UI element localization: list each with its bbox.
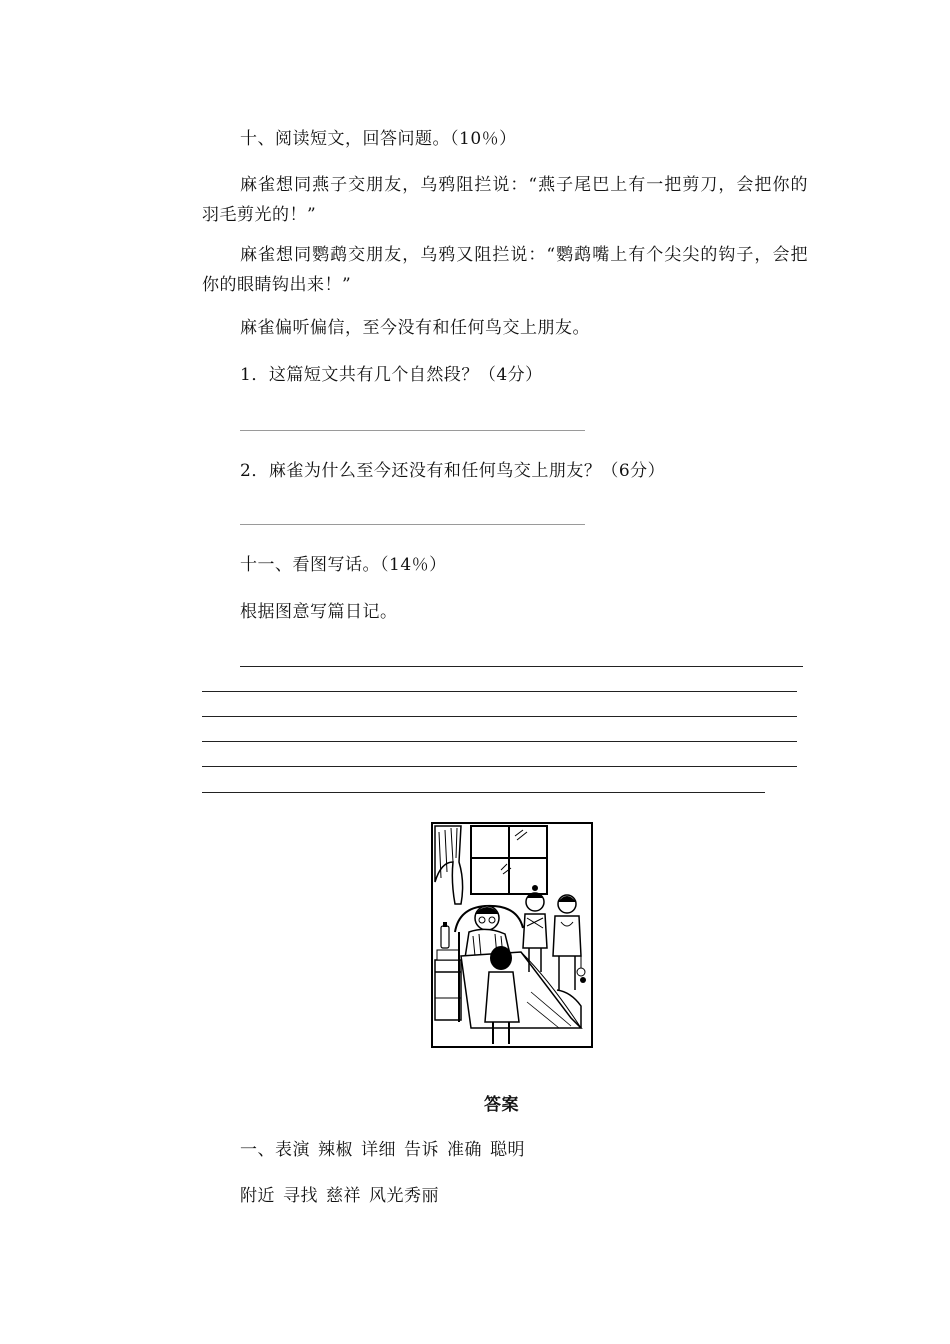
hospital-visit-illustration: [431, 822, 593, 1048]
answer-word: 慈祥: [326, 1186, 361, 1206]
writing-instruction: 根据图意写篇日记。: [240, 602, 398, 622]
question-1: 1．这篇短文共有几个自然段？（4分）: [240, 365, 543, 385]
answers-line-1: [240, 1137, 525, 1163]
question-2: 2．麻雀为什么至今还没有和任何鸟交上朋友？（6分）: [240, 461, 666, 481]
answer-word: 告诉: [404, 1140, 439, 1160]
reading-paragraph-3: 麻雀偏听偏信，至今没有和任何鸟交上朋友。: [240, 318, 590, 338]
answer-line-q2[interactable]: [240, 524, 585, 525]
reading-paragraph-2: 麻雀想同鹦鹉交朋友，乌鸦又阻拦说：“鹦鹉嘴上有个尖尖的钩子，会把你的眼睛钩出来！”: [202, 245, 808, 295]
writing-line-5[interactable]: [202, 766, 797, 767]
answer-line-q1[interactable]: [240, 430, 585, 431]
writing-line-2[interactable]: [202, 691, 797, 692]
answers-title: 答案: [484, 1095, 519, 1115]
answer-word: 附近: [240, 1186, 275, 1206]
answer-word: 聪明: [490, 1140, 525, 1160]
answer-word: 准确: [447, 1140, 482, 1160]
answer-word: 详细: [361, 1140, 396, 1160]
writing-line-4[interactable]: [202, 741, 797, 742]
answers-line-2: [240, 1183, 439, 1209]
writing-line-1[interactable]: [240, 666, 803, 667]
writing-line-3[interactable]: [202, 716, 797, 717]
reading-heading: 十、阅读短文，回答问题。（10％）: [240, 129, 517, 149]
writing-heading: 十一、看图写话。（14％）: [240, 555, 447, 575]
answer-word: 风光秀丽: [369, 1186, 439, 1206]
answer-word: 一、表演: [240, 1140, 310, 1160]
answer-word: 寻找: [283, 1186, 318, 1206]
reading-paragraph-1: 麻雀想同燕子交朋友，乌鸦阻拦说：“燕子尾巴上有一把剪刀，会把你的羽毛剪光的！”: [202, 175, 808, 225]
answer-word: 辣椒: [318, 1140, 353, 1160]
writing-line-6[interactable]: [202, 792, 765, 793]
